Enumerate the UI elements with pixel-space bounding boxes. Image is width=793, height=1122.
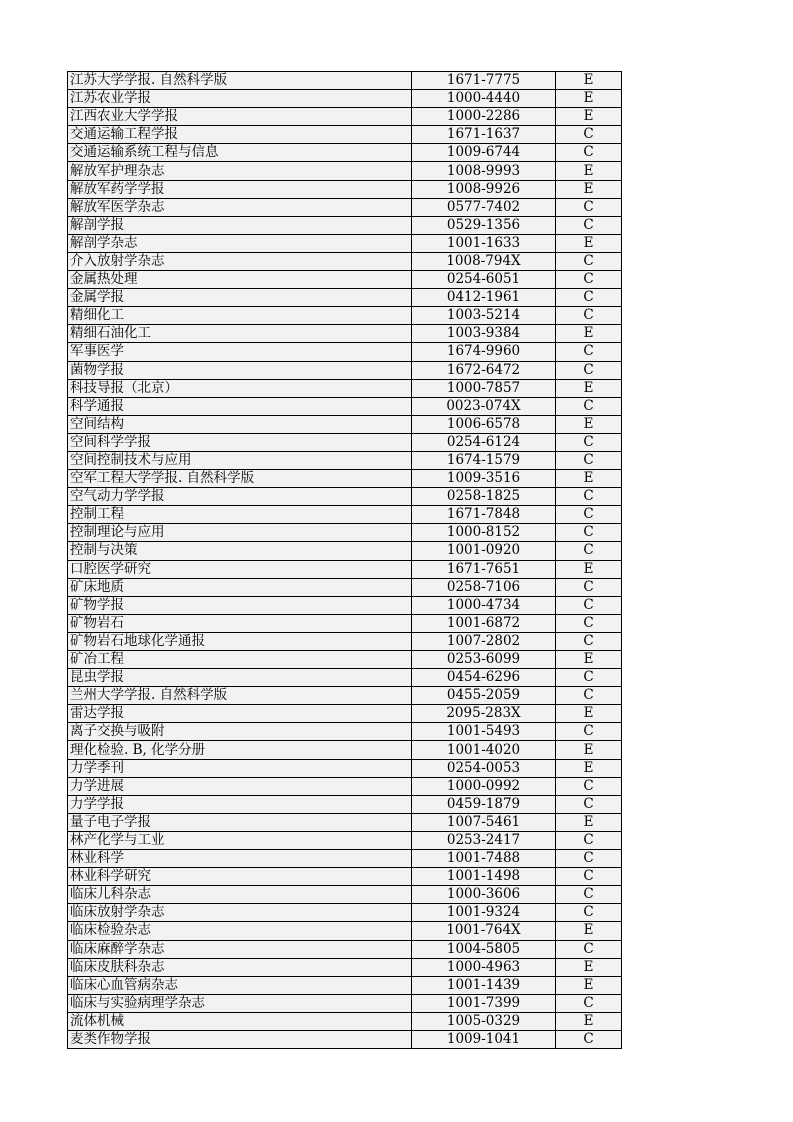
grade-cell: C — [556, 488, 622, 506]
table-row — [68, 976, 622, 994]
issn-cell: 0254-6051 — [412, 271, 556, 289]
table-row — [68, 524, 622, 542]
issn-cell: 1671-7848 — [412, 506, 556, 524]
journal-name-cell: 力学学报 — [68, 795, 412, 813]
issn-cell: 0455-2059 — [412, 687, 556, 705]
table-row — [68, 632, 622, 650]
grade-cell: C — [556, 126, 622, 144]
journal-name-cell: 控制与决策 — [68, 542, 412, 560]
grade-cell: C — [556, 596, 622, 614]
grade-cell: E — [556, 922, 622, 940]
grade-cell: C — [556, 433, 622, 451]
table-row — [68, 234, 622, 252]
table-row — [68, 180, 622, 198]
grade-cell: C — [556, 198, 622, 216]
journal-name-cell: 精细石油化工 — [68, 325, 412, 343]
journal-name-cell: 力学季刊 — [68, 759, 412, 777]
journal-name-cell: 矿物岩石 — [68, 614, 412, 632]
grade-cell: E — [556, 741, 622, 759]
issn-cell: 0023-074X — [412, 397, 556, 415]
issn-cell: 1001-7399 — [412, 994, 556, 1012]
journal-name-cell: 矿物学报 — [68, 596, 412, 614]
issn-cell: 1006-6578 — [412, 415, 556, 433]
journal-name-cell: 解剖学报 — [68, 216, 412, 234]
issn-cell: 1000-0992 — [412, 777, 556, 795]
issn-cell: 1009-6744 — [412, 144, 556, 162]
journal-name-cell: 解剖学杂志 — [68, 234, 412, 252]
journal-name-cell: 江苏农业学报 — [68, 90, 412, 108]
issn-cell: 1001-764X — [412, 922, 556, 940]
journal-name-cell: 空间控制技术与应用 — [68, 451, 412, 469]
journal-name-cell: 交通运输工程学报 — [68, 126, 412, 144]
journal-name-cell: 金属热处理 — [68, 271, 412, 289]
grade-cell: C — [556, 795, 622, 813]
table-row — [68, 850, 622, 868]
grade-cell: E — [556, 90, 622, 108]
table-row — [68, 687, 622, 705]
issn-cell: 1009-1041 — [412, 1030, 556, 1048]
grade-cell: C — [556, 343, 622, 361]
issn-cell: 0254-0053 — [412, 759, 556, 777]
grade-cell: E — [556, 759, 622, 777]
table-row — [68, 433, 622, 451]
issn-cell: 1004-5805 — [412, 940, 556, 958]
table-row — [68, 940, 622, 958]
table-row — [68, 343, 622, 361]
grade-cell: E — [556, 705, 622, 723]
journal-name-cell: 麦类作物学报 — [68, 1030, 412, 1048]
grade-cell: E — [556, 325, 622, 343]
issn-cell: 0253-2417 — [412, 831, 556, 849]
grade-cell: C — [556, 831, 622, 849]
table-row — [68, 651, 622, 669]
grade-cell: C — [556, 632, 622, 650]
grade-cell: E — [556, 470, 622, 488]
grade-cell: E — [556, 560, 622, 578]
journal-name-cell: 临床放射学杂志 — [68, 904, 412, 922]
issn-cell: 1000-7857 — [412, 379, 556, 397]
grade-cell: C — [556, 289, 622, 307]
table-row — [68, 325, 622, 343]
grade-cell: E — [556, 379, 622, 397]
table-row — [68, 759, 622, 777]
issn-cell: 1000-3606 — [412, 886, 556, 904]
journal-name-cell: 军事医学 — [68, 343, 412, 361]
issn-cell: 1000-4440 — [412, 90, 556, 108]
issn-cell: 0258-7106 — [412, 578, 556, 596]
grade-cell: E — [556, 234, 622, 252]
issn-cell: 1008-794X — [412, 252, 556, 270]
journal-name-cell: 临床麻醉学杂志 — [68, 940, 412, 958]
issn-cell: 1008-9926 — [412, 180, 556, 198]
issn-cell: 0254-6124 — [412, 433, 556, 451]
table-row — [68, 307, 622, 325]
journal-name-cell: 空军工程大学学报. 自然科学版 — [68, 470, 412, 488]
journal-name-cell: 科学通报 — [68, 397, 412, 415]
table-row — [68, 470, 622, 488]
table-row — [68, 361, 622, 379]
table-row — [68, 596, 622, 614]
issn-cell: 1007-2802 — [412, 632, 556, 650]
issn-cell: 1001-9324 — [412, 904, 556, 922]
grade-cell: C — [556, 216, 622, 234]
table-row — [68, 958, 622, 976]
table-row — [68, 126, 622, 144]
grade-cell: E — [556, 651, 622, 669]
grade-cell: C — [556, 542, 622, 560]
grade-cell: C — [556, 886, 622, 904]
grade-cell: C — [556, 940, 622, 958]
issn-cell: 1001-1498 — [412, 868, 556, 886]
issn-cell: 1001-7488 — [412, 850, 556, 868]
grade-cell: C — [556, 868, 622, 886]
table-row — [68, 560, 622, 578]
issn-cell: 1671-7775 — [412, 72, 556, 90]
grade-cell: C — [556, 252, 622, 270]
table-row — [68, 868, 622, 886]
issn-cell: 1000-2286 — [412, 108, 556, 126]
table-row — [68, 162, 622, 180]
grade-cell: C — [556, 506, 622, 524]
table-row — [68, 831, 622, 849]
table-row — [68, 252, 622, 270]
grade-cell: C — [556, 1030, 622, 1048]
issn-cell: 1001-5493 — [412, 723, 556, 741]
issn-cell: 1672-6472 — [412, 361, 556, 379]
journal-name-cell: 科技导报（北京） — [68, 379, 412, 397]
table-row — [68, 144, 622, 162]
journal-name-cell: 菌物学报 — [68, 361, 412, 379]
issn-cell: 1000-8152 — [412, 524, 556, 542]
grade-cell: C — [556, 614, 622, 632]
grade-cell: C — [556, 850, 622, 868]
grade-cell: C — [556, 307, 622, 325]
issn-cell: 0454-6296 — [412, 669, 556, 687]
grade-cell: C — [556, 687, 622, 705]
journal-name-cell: 昆虫学报 — [68, 669, 412, 687]
table-row — [68, 578, 622, 596]
table-row — [68, 741, 622, 759]
journal-name-cell: 空间结构 — [68, 415, 412, 433]
grade-cell: E — [556, 813, 622, 831]
journal-name-cell: 交通运输系统工程与信息 — [68, 144, 412, 162]
grade-cell: C — [556, 669, 622, 687]
journal-name-cell: 口腔医学研究 — [68, 560, 412, 578]
issn-cell: 1009-3516 — [412, 470, 556, 488]
table-row — [68, 1012, 622, 1030]
table-row — [68, 198, 622, 216]
journal-name-cell: 临床皮肤科杂志 — [68, 958, 412, 976]
table-row — [68, 777, 622, 795]
table-row — [68, 72, 622, 90]
issn-cell: 1671-7651 — [412, 560, 556, 578]
table-row — [68, 813, 622, 831]
issn-cell: 1674-1579 — [412, 451, 556, 469]
journal-name-cell: 临床儿科杂志 — [68, 886, 412, 904]
journal-name-cell: 力学进展 — [68, 777, 412, 795]
journal-name-cell: 解放军药学学报 — [68, 180, 412, 198]
journal-name-cell: 解放军医学杂志 — [68, 198, 412, 216]
issn-cell: 0459-1879 — [412, 795, 556, 813]
journal-name-cell: 量子电子学报 — [68, 813, 412, 831]
issn-cell: 1001-6872 — [412, 614, 556, 632]
table-row — [68, 379, 622, 397]
journal-name-cell: 矿床地质 — [68, 578, 412, 596]
table-row — [68, 90, 622, 108]
issn-cell: 1000-4963 — [412, 958, 556, 976]
journal-name-cell: 矿冶工程 — [68, 651, 412, 669]
journal-name-cell: 兰州大学学报. 自然科学版 — [68, 687, 412, 705]
issn-cell: 2095-283X — [412, 705, 556, 723]
grade-cell: E — [556, 180, 622, 198]
table-row — [68, 1030, 622, 1048]
issn-cell: 1674-9960 — [412, 343, 556, 361]
journal-name-cell: 空气动力学学报 — [68, 488, 412, 506]
grade-cell: C — [556, 524, 622, 542]
issn-cell: 1003-5214 — [412, 307, 556, 325]
journal-name-cell: 介入放射学杂志 — [68, 252, 412, 270]
grade-cell: C — [556, 361, 622, 379]
issn-cell: 0529-1356 — [412, 216, 556, 234]
journal-name-cell: 林业科学研究 — [68, 868, 412, 886]
issn-cell: 1008-9993 — [412, 162, 556, 180]
grade-cell: E — [556, 415, 622, 433]
grade-cell: C — [556, 578, 622, 596]
table-row — [68, 397, 622, 415]
issn-cell: 0412-1961 — [412, 289, 556, 307]
issn-cell: 1001-1633 — [412, 234, 556, 252]
grade-cell: C — [556, 451, 622, 469]
issn-cell: 1001-0920 — [412, 542, 556, 560]
grade-cell: E — [556, 1012, 622, 1030]
grade-cell: C — [556, 723, 622, 741]
issn-cell: 1003-9384 — [412, 325, 556, 343]
issn-cell: 1001-4020 — [412, 741, 556, 759]
grade-cell: C — [556, 994, 622, 1012]
journal-name-cell: 精细化工 — [68, 307, 412, 325]
issn-cell: 0258-1825 — [412, 488, 556, 506]
journal-name-cell: 空间科学学报 — [68, 433, 412, 451]
journal-name-cell: 临床检验杂志 — [68, 922, 412, 940]
table-row — [68, 271, 622, 289]
grade-cell: C — [556, 397, 622, 415]
journal-name-cell: 控制理论与应用 — [68, 524, 412, 542]
journal-name-cell: 理化检验. B, 化学分册 — [68, 741, 412, 759]
table-row — [68, 904, 622, 922]
table-row — [68, 488, 622, 506]
issn-cell: 0577-7402 — [412, 198, 556, 216]
journal-name-cell: 临床心血管病杂志 — [68, 976, 412, 994]
table-row — [68, 723, 622, 741]
grade-cell: E — [556, 72, 622, 90]
journal-name-cell: 临床与实验病理学杂志 — [68, 994, 412, 1012]
table-row — [68, 705, 622, 723]
issn-cell: 0253-6099 — [412, 651, 556, 669]
issn-cell: 1005-0329 — [412, 1012, 556, 1030]
table-row — [68, 451, 622, 469]
journal-name-cell: 矿物岩石地球化学通报 — [68, 632, 412, 650]
journal-name-cell: 解放军护理杂志 — [68, 162, 412, 180]
table-row — [68, 415, 622, 433]
table-row — [68, 506, 622, 524]
journal-name-cell: 江西农业大学学报 — [68, 108, 412, 126]
grade-cell: C — [556, 904, 622, 922]
table-row — [68, 542, 622, 560]
grade-cell: E — [556, 162, 622, 180]
grade-cell: E — [556, 958, 622, 976]
issn-cell: 1007-5461 — [412, 813, 556, 831]
table-row — [68, 795, 622, 813]
grade-cell: C — [556, 144, 622, 162]
issn-cell: 1671-1637 — [412, 126, 556, 144]
grade-cell: E — [556, 976, 622, 994]
journal-name-cell: 雷达学报 — [68, 705, 412, 723]
table-row — [68, 886, 622, 904]
issn-cell: 1001-1439 — [412, 976, 556, 994]
journal-name-cell: 江苏大学学报. 自然科学版 — [68, 72, 412, 90]
journal-name-cell: 离子交换与吸附 — [68, 723, 412, 741]
journal-table — [67, 71, 622, 1049]
table-row — [68, 614, 622, 632]
table-row — [68, 922, 622, 940]
table-row — [68, 289, 622, 307]
issn-cell: 1000-4734 — [412, 596, 556, 614]
grade-cell: C — [556, 271, 622, 289]
journal-name-cell: 控制工程 — [68, 506, 412, 524]
table-row — [68, 669, 622, 687]
table-row — [68, 994, 622, 1012]
journal-name-cell: 流体机械 — [68, 1012, 412, 1030]
grade-cell: C — [556, 777, 622, 795]
journal-table-body — [68, 72, 622, 1049]
table-row — [68, 108, 622, 126]
journal-name-cell: 林业科学 — [68, 850, 412, 868]
grade-cell: E — [556, 108, 622, 126]
table-row — [68, 216, 622, 234]
journal-name-cell: 金属学报 — [68, 289, 412, 307]
journal-name-cell: 林产化学与工业 — [68, 831, 412, 849]
